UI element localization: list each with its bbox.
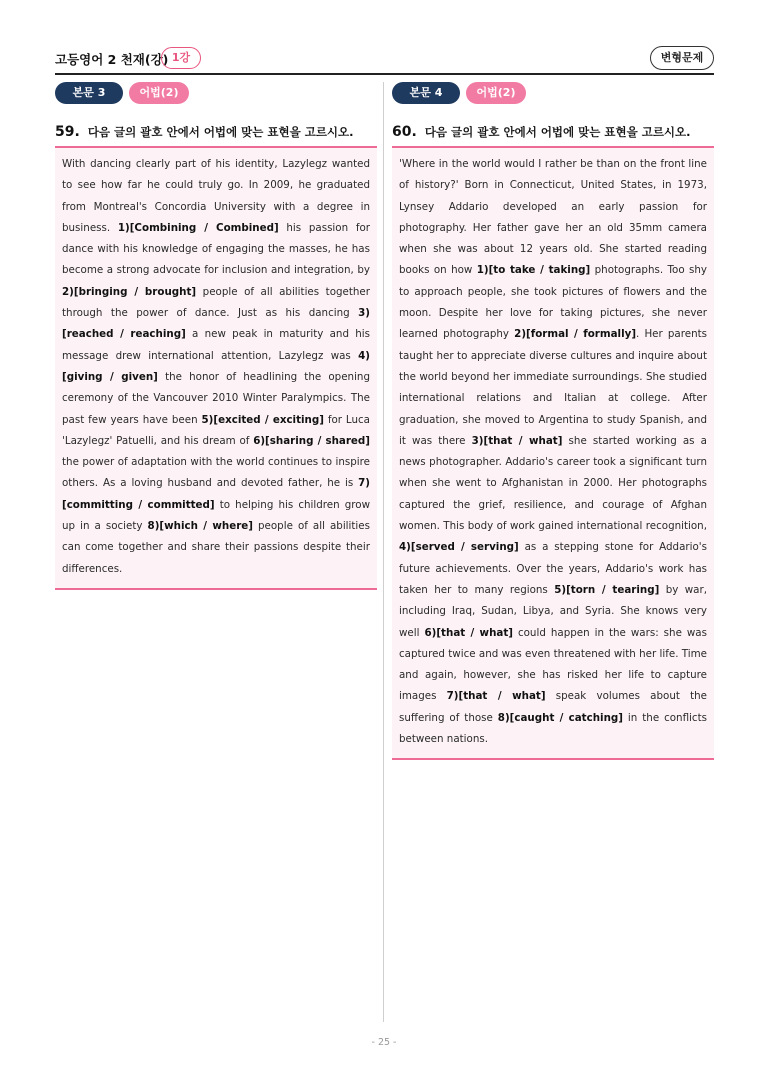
section-tag: 본문 4 (392, 82, 460, 104)
passage-text: With dancing clearly part of his identity, Lazylegz wanted to see how far he could truly go. In 2009, he graduated from Montreal's Concordia University with a degree in business. 1)[Combining / Combined] his passion for dance with his knowledge of engaging the masses, he has become a strong advocate for inclusion and integration, by 2)[bringing / brought] people of all abilities together through the power of dance. Just as his dancing 3)[reached / reaching] a new peak in maturity and his message drew international attention, Lazylegz was 4)[giving / given] the honor of headlining the opening ceremony of the Vancouver 2010 Winter Paralympics. The past few years have been 5)[excited / exciting] for Luca 'Lazylegz' Patuelli, and his dream of 6)[sharing / shared] the power of adaptation with the world continues to inspire others. As a loving husband and devoted father, he is 7)[committing / committed] to helping his children grow up in a society 8)[which / where] people of all abilities can come together and share their passions despite their differences. (62, 158, 371, 575)
passage-box (392, 146, 714, 760)
section-tag: 본문 3 (55, 82, 123, 104)
answer-choice: 8)[which / where] (147, 520, 253, 533)
lesson-badge: 1강 (161, 47, 201, 69)
question-prompt (392, 124, 714, 140)
answer-choice: 4)[giving / given] (62, 349, 370, 383)
column-divider (383, 82, 384, 1022)
question-text: 다음 글의 괄호 안에서 어법에 맞는 표현을 고르시오. (87, 125, 354, 139)
question-prompt (55, 124, 377, 140)
passage-text: 'Where in the world would I rather be than on the front line of history?' Born in Connecticut, United States, in 1973, Lynsey Addario developed an early passion for photography. Her father gave her an old 35mm camera when she was about 12 years old. She started reading books on how 1)[to take / taking] photographs. Too shy to approach people, she took pictures of flowers and the moon. Despite her love for taking pictures, she never learned photography 2)[formal / formally]. Her parents taught her to appreciate diverse cultures and inquire about the world beyond her immediate surroundings. She studied international relations and Italian at college. After graduation, she moved to Argentina to study Spanish, and it was there 3)[that / what] she started working as a news photographer. Addario's career took a significant turn when she went to Afghanistan in 2000. Her photographs captured the grief, resilience, and courage of Afghan women. This body of work gained international recognition, 4)[served / serving] as a stepping stone for Addario's future achievements. Over the years, Addario's work has taken her to many regions 5)[torn / tearing] by war, including Iraq, Sudan, Libya, and Syria. She knows very well 6)[that / what] could happen in the wars: she was captured twice and was even threatened with her life. Time and again, however, she has risked her life to capture images 7)[that / what] speak volumes about the suffering of those 8)[caught / catching] in the conflicts between nations. (399, 158, 708, 746)
answer-choice: 3)[reached / reaching] (62, 307, 370, 341)
page-header (55, 44, 714, 74)
worksheet-type-badge: 변형문제 (650, 46, 714, 70)
book-title: 고등영어 2 천재(강) (55, 52, 169, 67)
answer-choice: 7)[committing / committed] (62, 477, 370, 511)
answer-choice: 5)[excited / exciting] (201, 413, 324, 426)
question-text: 다음 글의 괄호 안에서 어법에 맞는 표현을 고르시오. (424, 125, 691, 139)
question-tags (392, 82, 714, 104)
answer-choice: 7)[that / what] (446, 690, 546, 703)
question-number: 60. (392, 124, 417, 140)
type-tag: 어법(2) (129, 82, 189, 104)
answer-choice: 5)[torn / tearing] (554, 583, 660, 596)
question-59-column (55, 82, 377, 590)
header-divider (55, 73, 714, 75)
answer-choice: 4)[served / serving] (399, 541, 519, 554)
question-number: 59. (55, 124, 80, 140)
passage-box (55, 146, 377, 590)
answer-choice: 8)[caught / catching] (497, 711, 623, 724)
answer-choice: 1)[to take / taking] (476, 264, 591, 277)
answer-choice: 6)[sharing / shared] (253, 434, 370, 447)
question-60-column (392, 82, 714, 760)
answer-choice: 1)[Combining / Combined] (117, 221, 279, 234)
page-number: - 25 - (371, 1037, 397, 1048)
answer-choice: 2)[bringing / brought] (62, 285, 197, 298)
answer-choice: 2)[formal / formally] (514, 328, 637, 341)
answer-choice: 3)[that / what] (471, 434, 563, 447)
answer-choice: 6)[that / what] (424, 626, 513, 639)
type-tag: 어법(2) (466, 82, 526, 104)
question-tags (55, 82, 377, 104)
